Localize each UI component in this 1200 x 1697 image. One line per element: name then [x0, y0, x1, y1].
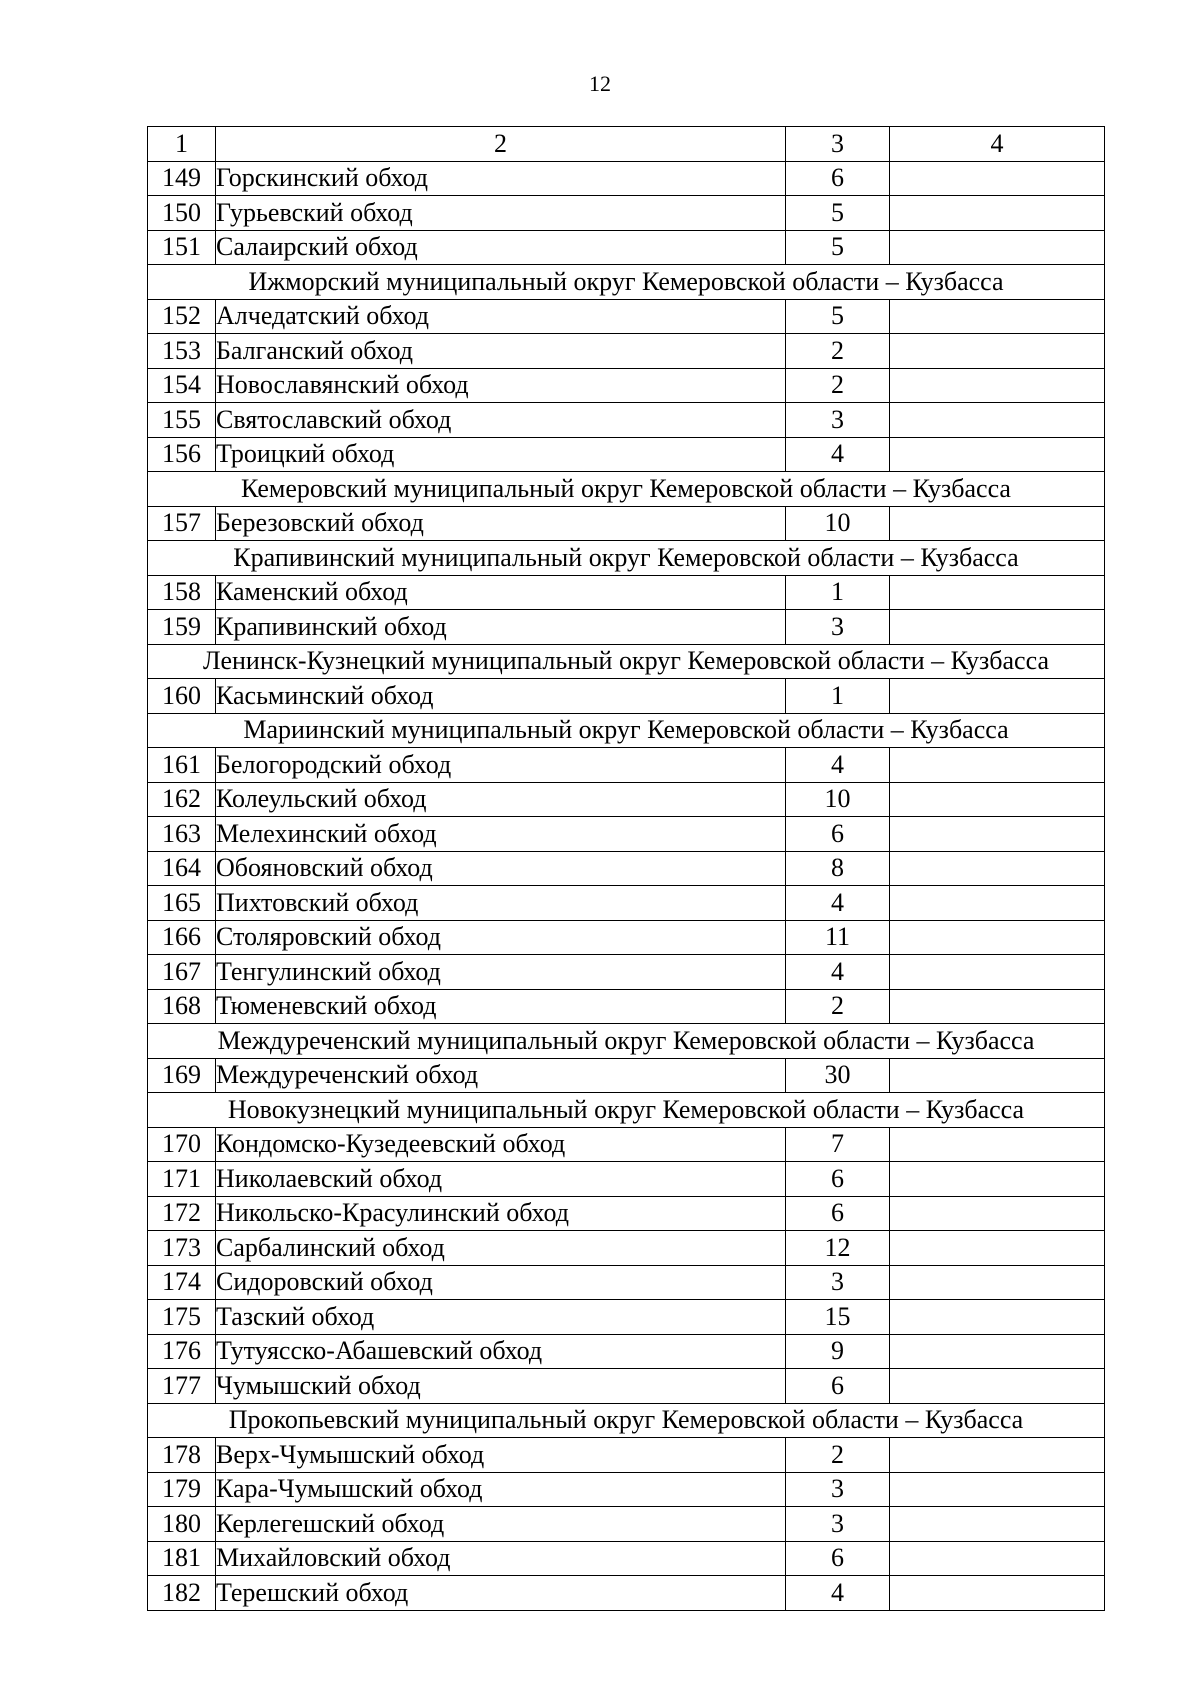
row-extra	[890, 437, 1105, 472]
row-value: 4	[786, 437, 890, 472]
row-name: Обояновский обход	[216, 851, 786, 886]
row-value: 12	[786, 1231, 890, 1266]
table-row	[148, 1196, 1105, 1231]
row-name: Тенгулинский обход	[216, 955, 786, 990]
row-extra	[890, 886, 1105, 921]
table-row	[148, 299, 1105, 334]
section-title: Кемеровский муниципальный округ Кемеровской области – Кузбасса	[148, 472, 1105, 507]
row-value: 4	[786, 886, 890, 921]
row-number: 167	[148, 955, 216, 990]
row-extra	[890, 161, 1105, 196]
section-row	[148, 472, 1105, 507]
row-name: Николаевский обход	[216, 1162, 786, 1197]
row-value: 9	[786, 1334, 890, 1369]
table-row	[148, 989, 1105, 1024]
row-number: 155	[148, 403, 216, 438]
row-extra	[890, 299, 1105, 334]
table-row	[148, 161, 1105, 196]
row-extra	[890, 782, 1105, 817]
row-value: 3	[786, 403, 890, 438]
row-number: 150	[148, 196, 216, 231]
row-name: Троицкий обход	[216, 437, 786, 472]
row-value: 5	[786, 196, 890, 231]
row-value: 11	[786, 920, 890, 955]
row-number: 176	[148, 1334, 216, 1369]
section-row	[148, 713, 1105, 748]
section-row	[148, 265, 1105, 300]
row-number: 151	[148, 230, 216, 265]
row-value: 6	[786, 161, 890, 196]
table-row	[148, 1300, 1105, 1335]
row-extra	[890, 817, 1105, 852]
row-value: 5	[786, 299, 890, 334]
row-value: 3	[786, 1265, 890, 1300]
row-name: Горскинский обход	[216, 161, 786, 196]
row-number: 162	[148, 782, 216, 817]
row-number: 169	[148, 1058, 216, 1093]
row-name: Терешский обход	[216, 1576, 786, 1611]
row-number: 177	[148, 1369, 216, 1404]
row-name: Колеульский обход	[216, 782, 786, 817]
row-extra	[890, 368, 1105, 403]
row-number: 174	[148, 1265, 216, 1300]
row-number: 160	[148, 679, 216, 714]
row-name: Никольско-Красулинский обход	[216, 1196, 786, 1231]
row-extra	[890, 851, 1105, 886]
row-number: 166	[148, 920, 216, 955]
row-value: 1	[786, 575, 890, 610]
row-number: 153	[148, 334, 216, 369]
row-number: 164	[148, 851, 216, 886]
table-row	[148, 610, 1105, 645]
section-title: Прокопьевский муниципальный округ Кемеровской области – Кузбасса	[148, 1403, 1105, 1438]
table-row	[148, 1507, 1105, 1542]
row-name: Березовский обход	[216, 506, 786, 541]
row-extra	[890, 1472, 1105, 1507]
table-row	[148, 1231, 1105, 1266]
table-row	[148, 506, 1105, 541]
table-row	[148, 334, 1105, 369]
row-number: 149	[148, 161, 216, 196]
row-value: 2	[786, 1438, 890, 1473]
table-row	[148, 817, 1105, 852]
row-value: 3	[786, 1472, 890, 1507]
header-cell-1: 1	[148, 127, 216, 162]
row-number: 182	[148, 1576, 216, 1611]
table-header-row	[148, 127, 1105, 162]
table-row	[148, 1058, 1105, 1093]
row-value: 2	[786, 368, 890, 403]
table-row	[148, 920, 1105, 955]
row-extra	[890, 1196, 1105, 1231]
section-title: Ленинск-Кузнецкий муниципальный округ Кемеровской области – Кузбасса	[148, 644, 1105, 679]
row-number: 163	[148, 817, 216, 852]
row-name: Мелехинский обход	[216, 817, 786, 852]
row-name: Балганский обход	[216, 334, 786, 369]
row-number: 173	[148, 1231, 216, 1266]
document-table	[147, 126, 1105, 1611]
row-extra	[890, 1369, 1105, 1404]
row-name: Святославский обход	[216, 403, 786, 438]
table-row	[148, 1127, 1105, 1162]
row-name: Тазский обход	[216, 1300, 786, 1335]
row-value: 1	[786, 679, 890, 714]
section-title: Междуреченский муниципальный округ Кемеровской области – Кузбасса	[148, 1024, 1105, 1059]
table-row	[148, 748, 1105, 783]
row-name: Керлегешский обход	[216, 1507, 786, 1542]
row-value: 6	[786, 1162, 890, 1197]
row-name: Сидоровский обход	[216, 1265, 786, 1300]
table-row	[148, 1265, 1105, 1300]
row-number: 172	[148, 1196, 216, 1231]
section-row	[148, 1093, 1105, 1128]
row-value: 4	[786, 1576, 890, 1611]
row-name: Тюменевский обход	[216, 989, 786, 1024]
row-value: 5	[786, 230, 890, 265]
table-row	[148, 1576, 1105, 1611]
row-name: Гурьевский обход	[216, 196, 786, 231]
section-row	[148, 644, 1105, 679]
row-value: 10	[786, 782, 890, 817]
row-extra	[890, 1334, 1105, 1369]
table-row	[148, 1334, 1105, 1369]
row-number: 175	[148, 1300, 216, 1335]
row-extra	[890, 334, 1105, 369]
section-row	[148, 1024, 1105, 1059]
section-row	[148, 1403, 1105, 1438]
row-number: 168	[148, 989, 216, 1024]
row-name: Чумышский обход	[216, 1369, 786, 1404]
section-title: Крапивинский муниципальный округ Кемеровской области – Кузбасса	[148, 541, 1105, 576]
header-cell-2: 2	[216, 127, 786, 162]
table-row	[148, 575, 1105, 610]
row-extra	[890, 1300, 1105, 1335]
row-extra	[890, 679, 1105, 714]
table-row	[148, 1541, 1105, 1576]
row-extra	[890, 610, 1105, 645]
table-row	[148, 679, 1105, 714]
row-extra	[890, 403, 1105, 438]
table-row	[148, 851, 1105, 886]
row-name: Алчедатский обход	[216, 299, 786, 334]
table-row	[148, 403, 1105, 438]
row-name: Каменский обход	[216, 575, 786, 610]
row-number: 178	[148, 1438, 216, 1473]
row-value: 15	[786, 1300, 890, 1335]
row-name: Крапивинский обход	[216, 610, 786, 645]
row-extra	[890, 1576, 1105, 1611]
table-body	[148, 127, 1105, 1611]
row-extra	[890, 506, 1105, 541]
row-name: Сарбалинский обход	[216, 1231, 786, 1266]
row-extra	[890, 1162, 1105, 1197]
row-value: 6	[786, 1196, 890, 1231]
row-number: 179	[148, 1472, 216, 1507]
row-name: Междуреченский обход	[216, 1058, 786, 1093]
table-row	[148, 886, 1105, 921]
section-title: Мариинский муниципальный округ Кемеровской области – Кузбасса	[148, 713, 1105, 748]
row-name: Салаирский обход	[216, 230, 786, 265]
section-title: Новокузнецкий муниципальный округ Кемеровской области – Кузбасса	[148, 1093, 1105, 1128]
row-number: 156	[148, 437, 216, 472]
row-number: 170	[148, 1127, 216, 1162]
row-name: Кондомско-Кузедеевский обход	[216, 1127, 786, 1162]
row-value: 10	[786, 506, 890, 541]
row-value: 2	[786, 989, 890, 1024]
row-number: 157	[148, 506, 216, 541]
table-row	[148, 782, 1105, 817]
row-extra	[890, 1058, 1105, 1093]
row-extra	[890, 1127, 1105, 1162]
row-name: Кара-Чумышский обход	[216, 1472, 786, 1507]
row-value: 2	[786, 334, 890, 369]
row-value: 4	[786, 748, 890, 783]
table-row	[148, 368, 1105, 403]
table-row	[148, 1369, 1105, 1404]
table-row	[148, 196, 1105, 231]
row-name: Михайловский обход	[216, 1541, 786, 1576]
row-value: 6	[786, 817, 890, 852]
row-extra	[890, 1507, 1105, 1542]
row-number: 152	[148, 299, 216, 334]
row-number: 165	[148, 886, 216, 921]
row-number: 180	[148, 1507, 216, 1542]
row-name: Касьминский обход	[216, 679, 786, 714]
row-name: Тутуясско-Абашевский обход	[216, 1334, 786, 1369]
row-extra	[890, 1541, 1105, 1576]
row-extra	[890, 955, 1105, 990]
row-value: 4	[786, 955, 890, 990]
row-extra	[890, 989, 1105, 1024]
row-value: 6	[786, 1369, 890, 1404]
row-extra	[890, 1231, 1105, 1266]
row-number: 154	[148, 368, 216, 403]
header-cell-4: 4	[890, 127, 1105, 162]
row-extra	[890, 1438, 1105, 1473]
header-cell-3: 3	[786, 127, 890, 162]
row-value: 3	[786, 1507, 890, 1542]
row-name: Пихтовский обход	[216, 886, 786, 921]
row-value: 3	[786, 610, 890, 645]
row-extra	[890, 1265, 1105, 1300]
row-value: 8	[786, 851, 890, 886]
row-extra	[890, 230, 1105, 265]
row-number: 171	[148, 1162, 216, 1197]
table-row	[148, 1438, 1105, 1473]
page-number: 12	[589, 71, 611, 96]
table-row	[148, 437, 1105, 472]
row-value: 30	[786, 1058, 890, 1093]
row-name: Белогородский обход	[216, 748, 786, 783]
row-name: Столяровский обход	[216, 920, 786, 955]
row-extra	[890, 196, 1105, 231]
section-row	[148, 541, 1105, 576]
row-number: 181	[148, 1541, 216, 1576]
row-extra	[890, 575, 1105, 610]
row-number: 158	[148, 575, 216, 610]
section-title: Ижморский муниципальный округ Кемеровской области – Кузбасса	[148, 265, 1105, 300]
row-value: 7	[786, 1127, 890, 1162]
table-row	[148, 955, 1105, 990]
table-row	[148, 1162, 1105, 1197]
row-name: Новославянский обход	[216, 368, 786, 403]
row-extra	[890, 920, 1105, 955]
row-value: 6	[786, 1541, 890, 1576]
row-name: Верх-Чумышский обход	[216, 1438, 786, 1473]
table-row	[148, 1472, 1105, 1507]
row-number: 161	[148, 748, 216, 783]
row-extra	[890, 748, 1105, 783]
table-row	[148, 230, 1105, 265]
row-number: 159	[148, 610, 216, 645]
